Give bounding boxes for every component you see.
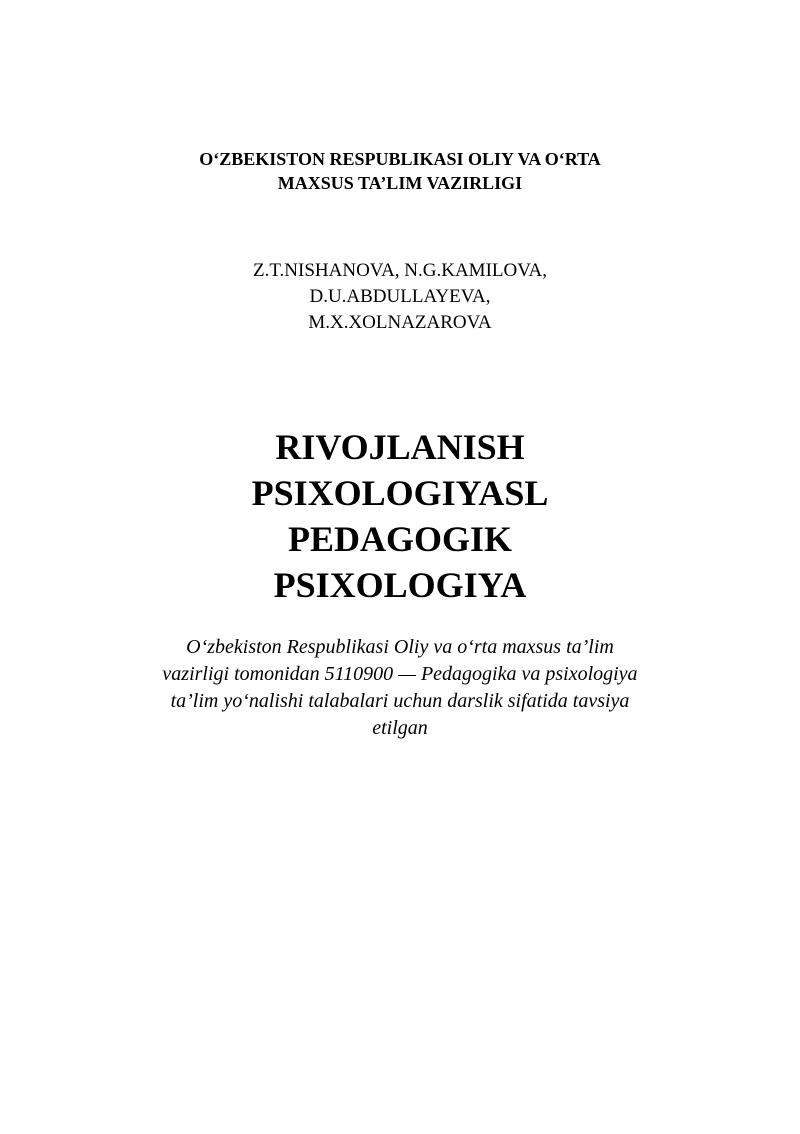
- note-line: etilgan: [372, 717, 428, 739]
- ministry-heading: [0, 147, 800, 195]
- authors-line: D.U.ABDULLAYEVA,: [309, 286, 491, 307]
- recommendation-note: [0, 634, 800, 742]
- ministry-line: MAXSUS TA’LIM VAZIRLIGI: [277, 173, 523, 193]
- title-line: PSIXOLOGIYA: [273, 565, 527, 605]
- note-line: ta’lim yo‘nalishi talabalari uchun darslik sifatida tavsiya: [170, 690, 630, 712]
- authors-line: Z.T.NISHANOVA, N.G.KAMILOVA,: [253, 260, 547, 281]
- ministry-line: O‘ZBEKISTON RESPUBLIKASI OLIY VA O‘RTA: [199, 149, 601, 169]
- note-line: vazirligi tomonidan 5110900 — Pedagogika va psixologiya: [162, 663, 638, 685]
- note-line: O‘zbekiston Respublikasi Oliy va o‘rta maxsus ta’lim: [186, 636, 614, 658]
- authors-line: M.X.XOLNAZAROVA: [308, 312, 492, 333]
- authors-block: [0, 258, 800, 336]
- book-title: [0, 424, 800, 608]
- title-line: PSIXOLOGIYASL: [251, 473, 549, 513]
- title-line: PEDAGOGIK: [287, 519, 512, 559]
- title-line: RIVOJLANISH: [275, 427, 525, 467]
